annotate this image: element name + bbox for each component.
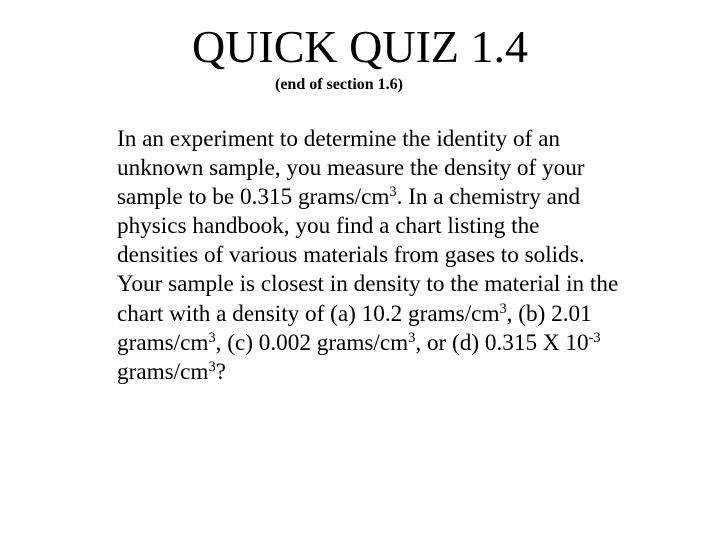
question-line: physics handbook, you find a chart listing the <box>117 213 540 240</box>
superscript: 3 <box>208 358 216 375</box>
slide-title: QUICK QUIZ 1.4 <box>191 21 528 72</box>
superscript: 3 <box>408 329 416 346</box>
superscript: 3 <box>208 329 216 346</box>
superscript: 3 <box>499 300 507 317</box>
question-line: densities of various materials from gases to solids. <box>117 242 585 269</box>
question-line: In an experiment to determine the identity of an <box>117 126 560 152</box>
quiz-question <box>117 125 677 387</box>
question-line: grams/$cm^3$? <box>117 358 226 385</box>
question-line: Your sample is closest in density to the material in the <box>117 271 619 298</box>
question-line: sample to be 0.315 grams/$cm^3$. In a chemistry and <box>117 184 581 211</box>
superscript: 3 <box>389 184 397 201</box>
question-line: chart with a density of (a) 10.2 grams/$cm^3$, (b) 2.01 <box>117 300 592 327</box>
slide-subtitle: (end of section 1.6) <box>275 76 403 93</box>
superscript: -3 <box>588 329 601 346</box>
question-line: grams/$cm^3$, (c) 0.002 grams/$cm^3$, or (d) 0.315 X $10^{-3}$ <box>117 329 601 356</box>
question-line: unknown sample, you measure the density of your <box>117 155 585 182</box>
